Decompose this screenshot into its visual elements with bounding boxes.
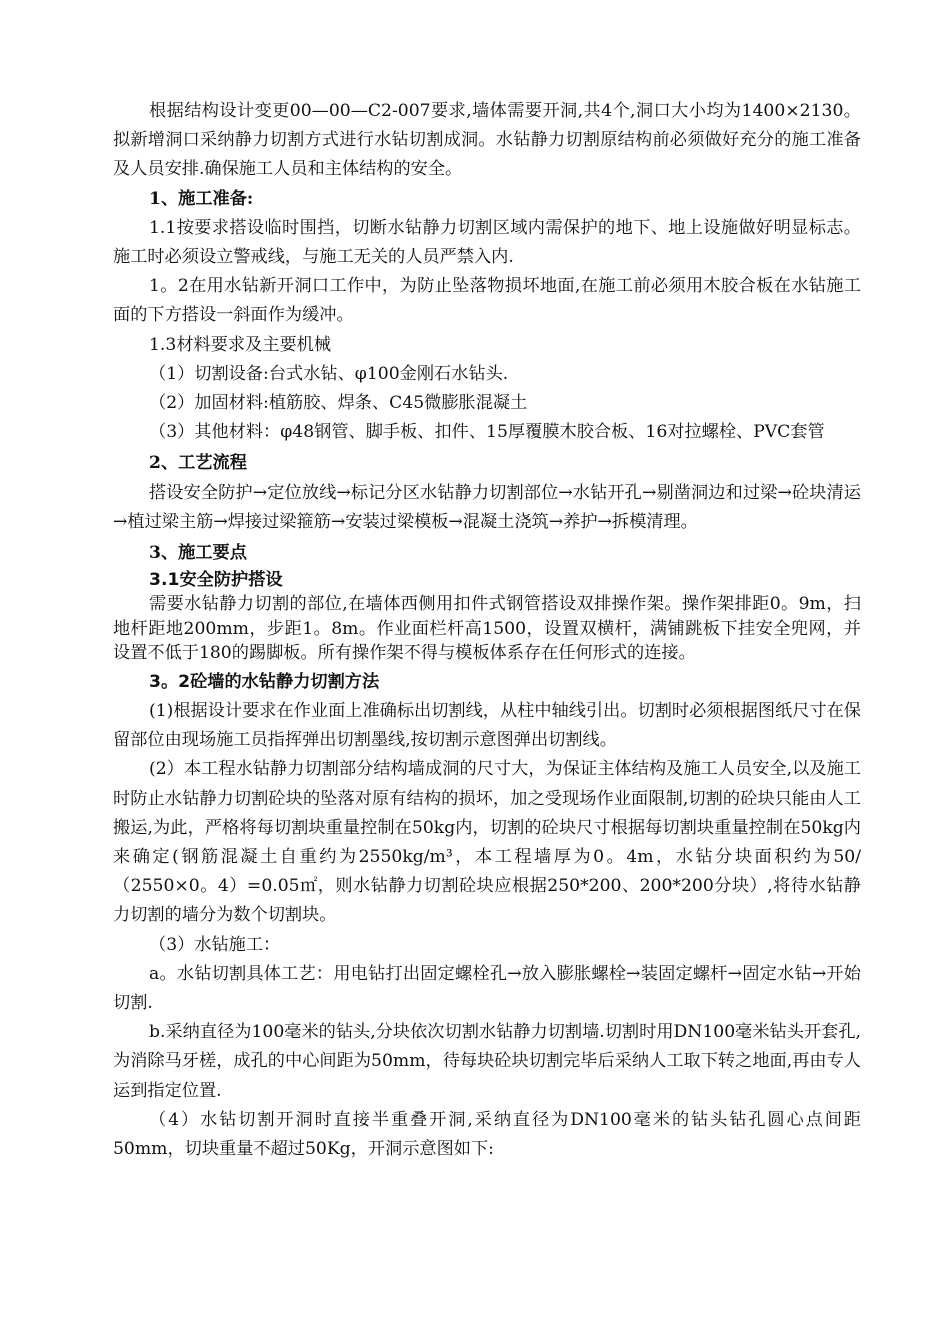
section-1-2-paragraph: 1。2在用水钻新开洞口工作中，为防止坠落物损坏地面,在施工前必须用木胶合板在水钻施工面的下方搭设一斜面作为缓冲。 — [113, 276, 861, 326]
section-1-3-heading: 1.3材料要求及主要机械 — [149, 334, 332, 355]
section-1-3-item-2: （2）加固材料:植筋胶、焊条、C45微膨胀混凝土 — [149, 393, 528, 414]
section-3-1-heading: 3.1安全防护搭设 — [149, 570, 283, 591]
section-2-heading: 2、工艺流程 — [149, 453, 247, 474]
intro-paragraph: 根据结构设计变更00—00—C2-007要求,墙体需要开洞,共4个,洞口大小均为1400×2130。拟新增洞口采纳静力切割方式进行水钻切割成洞。水钻静力切割原结构前必须做好充分的施工准备及人员安排.确保施工人员和主体结构的安全。 — [113, 101, 861, 180]
section-3-heading: 3、施工要点 — [149, 543, 247, 564]
section-3-1-paragraph: 需要水钻静力切割的部位,在墙体西侧用扣件式钢管搭设双排操作架。操作架排距0。9m，扫地杆距地200mm，步距1。8m。作业面栏杆高1500，设置双横杆，满铺跳板下挂安全兜网，并设置不低于180的踢脚板。所有操作架不得与模板体系存在任何形式的连接。 — [113, 594, 861, 664]
section-1-3-item-1: （1）切割设备:台式水钻、φ100金刚石水钻头. — [149, 363, 509, 384]
section-1-1-paragraph: 1.1按要求搭设临时围挡，切断水钻静力切割区域内需保护的地下、地上设施做好明显标志。施工时必须设立警戒线，与施工无关的人员严禁入内. — [113, 217, 861, 268]
section-3-2-heading: 3。2砼墙的水钻静力切割方法 — [149, 671, 380, 692]
section-3-2-item-3: （3）水钻施工： — [149, 934, 281, 955]
section-3-2-item-1: (1)根据设计要求在作业面上准确标出切割线，从柱中轴线引出。切割时必须根据图纸尺寸在保留部位由现场施工员指挥弹出切割墨线,按切割示意图弹出切割线。 — [113, 700, 861, 751]
section-1-3-item-3: （3）其他材料：φ48钢管、脚手板、扣件、15厚覆膜木胶合板、16对拉螺栓、PVC套管 — [149, 422, 825, 443]
section-1-heading: 1、施工准备: — [149, 188, 254, 209]
section-3-2-item-4: （4）水钻切割开洞时直接半重叠开洞,采纳直径为DN100毫米的钻头钻孔圆心点间距50mm，切块重量不超过50Kg，开洞示意图如下: — [113, 1109, 861, 1159]
section-3-2-item-3a: a。水钻切割具体工艺：用电钻打出固定螺栓孔→放入膨胀螺栓→装固定螺杆→固定水钻→开始切割. — [113, 963, 861, 1013]
document-body — [113, 97, 861, 1164]
section-3-2-item-2: (2）本工程水钻静力切割部分结构墙成洞的尺寸大，为保证主体结构及施工人员安全,以及施工时防止水钻静力切割砼块的坠落对原有结构的损坏，加之受现场作业面限制,切割的砼块只能由人工搬运,为此，严格将每切割块重量控制在50kg内，切割的砼块尺寸根据每切割块重量控制在50kg内来确定(钢筋混凝土自重约为2550kg/m³，本工程墙厚为0。4m，水钻分块面积约为50/（2550×0。4）=0.05㎡，则水钻静力切割砼块应根据250*200、200*200分块）,将待水钻静力切割的墙分为数个切割块。 — [113, 759, 861, 926]
section-2-paragraph: 搭设安全防护→定位放线→标记分区水钻静力切割部位→水钻开孔→剔凿洞边和过梁→砼块清运→植过梁主筋→焊接过梁箍筋→安装过梁模板→混凝土浇筑→养护→拆模清理。 — [113, 482, 861, 532]
section-3-2-item-3b: b.采纳直径为100毫米的钻头,分块依次切割水钻静力切割墙.切割时用DN100毫米钻头开套孔,为消除马牙槎，成孔的中心间距为50mm，待每块砼块切割完毕后采纳人工取下转之地面,再由专人运到指定位置. — [113, 1022, 861, 1101]
